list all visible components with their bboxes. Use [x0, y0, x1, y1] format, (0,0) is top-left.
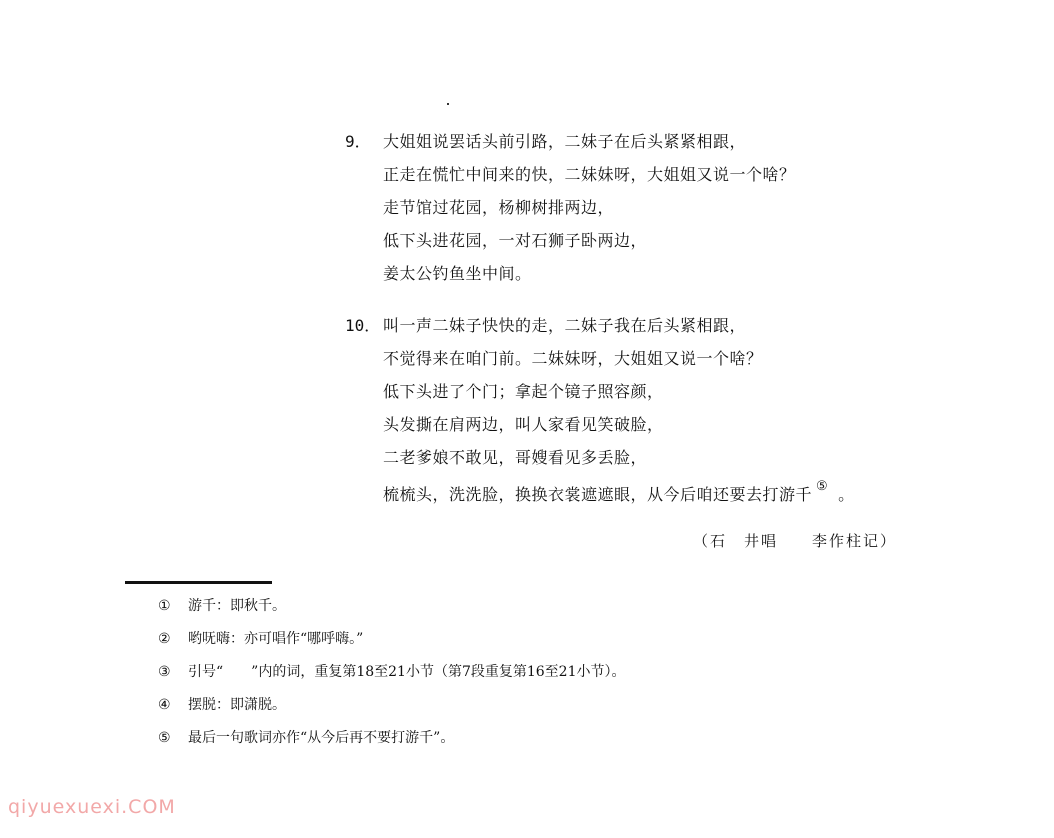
verse-line: 不觉得来在咱门前。二妹妹呀，大姐姐又说一个啥？ — [383, 349, 763, 368]
verse-line: 头发撕在肩两边，叫人家看见笑破脸， — [383, 415, 664, 434]
verse-line-tail: 。 — [838, 485, 855, 504]
verse-line: 姜太公钓鱼坐中间。 — [383, 264, 532, 283]
attribution: （石 井唱 李作柱记） — [693, 532, 898, 550]
footnote-mark: ② — [158, 631, 171, 647]
verse-line: 走节馆过花园，杨柳树排两边， — [383, 198, 615, 217]
verse-number: 10． — [345, 316, 381, 335]
verse-line: 二老爹娘不敢见，哥嫂看见多丢脸， — [383, 448, 648, 467]
verse-last-line — [383, 479, 855, 507]
footnote-text: 引号“ ”内的词，重复第18至21小节（第7段重复第16至21小节）。 — [188, 664, 626, 680]
watermark: qiyuexuexi.COM — [8, 796, 176, 818]
footnote-mark: ⑤ — [158, 730, 171, 746]
footnote-mark: ④ — [158, 697, 171, 713]
footnote-item — [158, 695, 286, 715]
footnote-item — [158, 629, 363, 649]
footnote-item — [158, 662, 625, 682]
footnote-item — [158, 596, 286, 616]
verse-line: 低下头进花园，一对石狮子卧两边， — [383, 231, 648, 250]
footnote-text: 游千：即秋千。 — [188, 598, 286, 614]
verse-number: 9． — [345, 132, 371, 151]
verse-line: 大姐姐说罢话头前引路，二妹子在后头紧紧相跟， — [383, 132, 747, 151]
footnote-mark: ③ — [158, 664, 171, 680]
footnote-text: 摆脱：即潇脱。 — [188, 697, 286, 713]
verse-line: 叫一声二妹子快快的走，二妹子我在后头紧相跟， — [383, 316, 747, 335]
footnote-item — [158, 728, 454, 748]
footnote-reference: ⑤ — [816, 479, 829, 494]
verse-line-text: 梳梳头，洗洗脸，换换衣裳遮遮眼，从今后咱还要去打游千 — [383, 485, 813, 504]
footnote-mark: ① — [158, 598, 171, 614]
verse-line: 正走在慌忙中间来的快，二妹妹呀，大姐姐又说一个啥？ — [383, 165, 796, 184]
footnote-divider — [125, 581, 272, 584]
verse-line: 低下头进了个门；拿起个镜子照容颜， — [383, 382, 664, 401]
footnote-text: 最后一句歌词亦作“从今后再不要打游千”。 — [188, 730, 455, 746]
footnote-text: 哟呒嗨：亦可唱作“哪呼嗨。” — [188, 631, 364, 647]
stray-dot — [447, 103, 449, 105]
